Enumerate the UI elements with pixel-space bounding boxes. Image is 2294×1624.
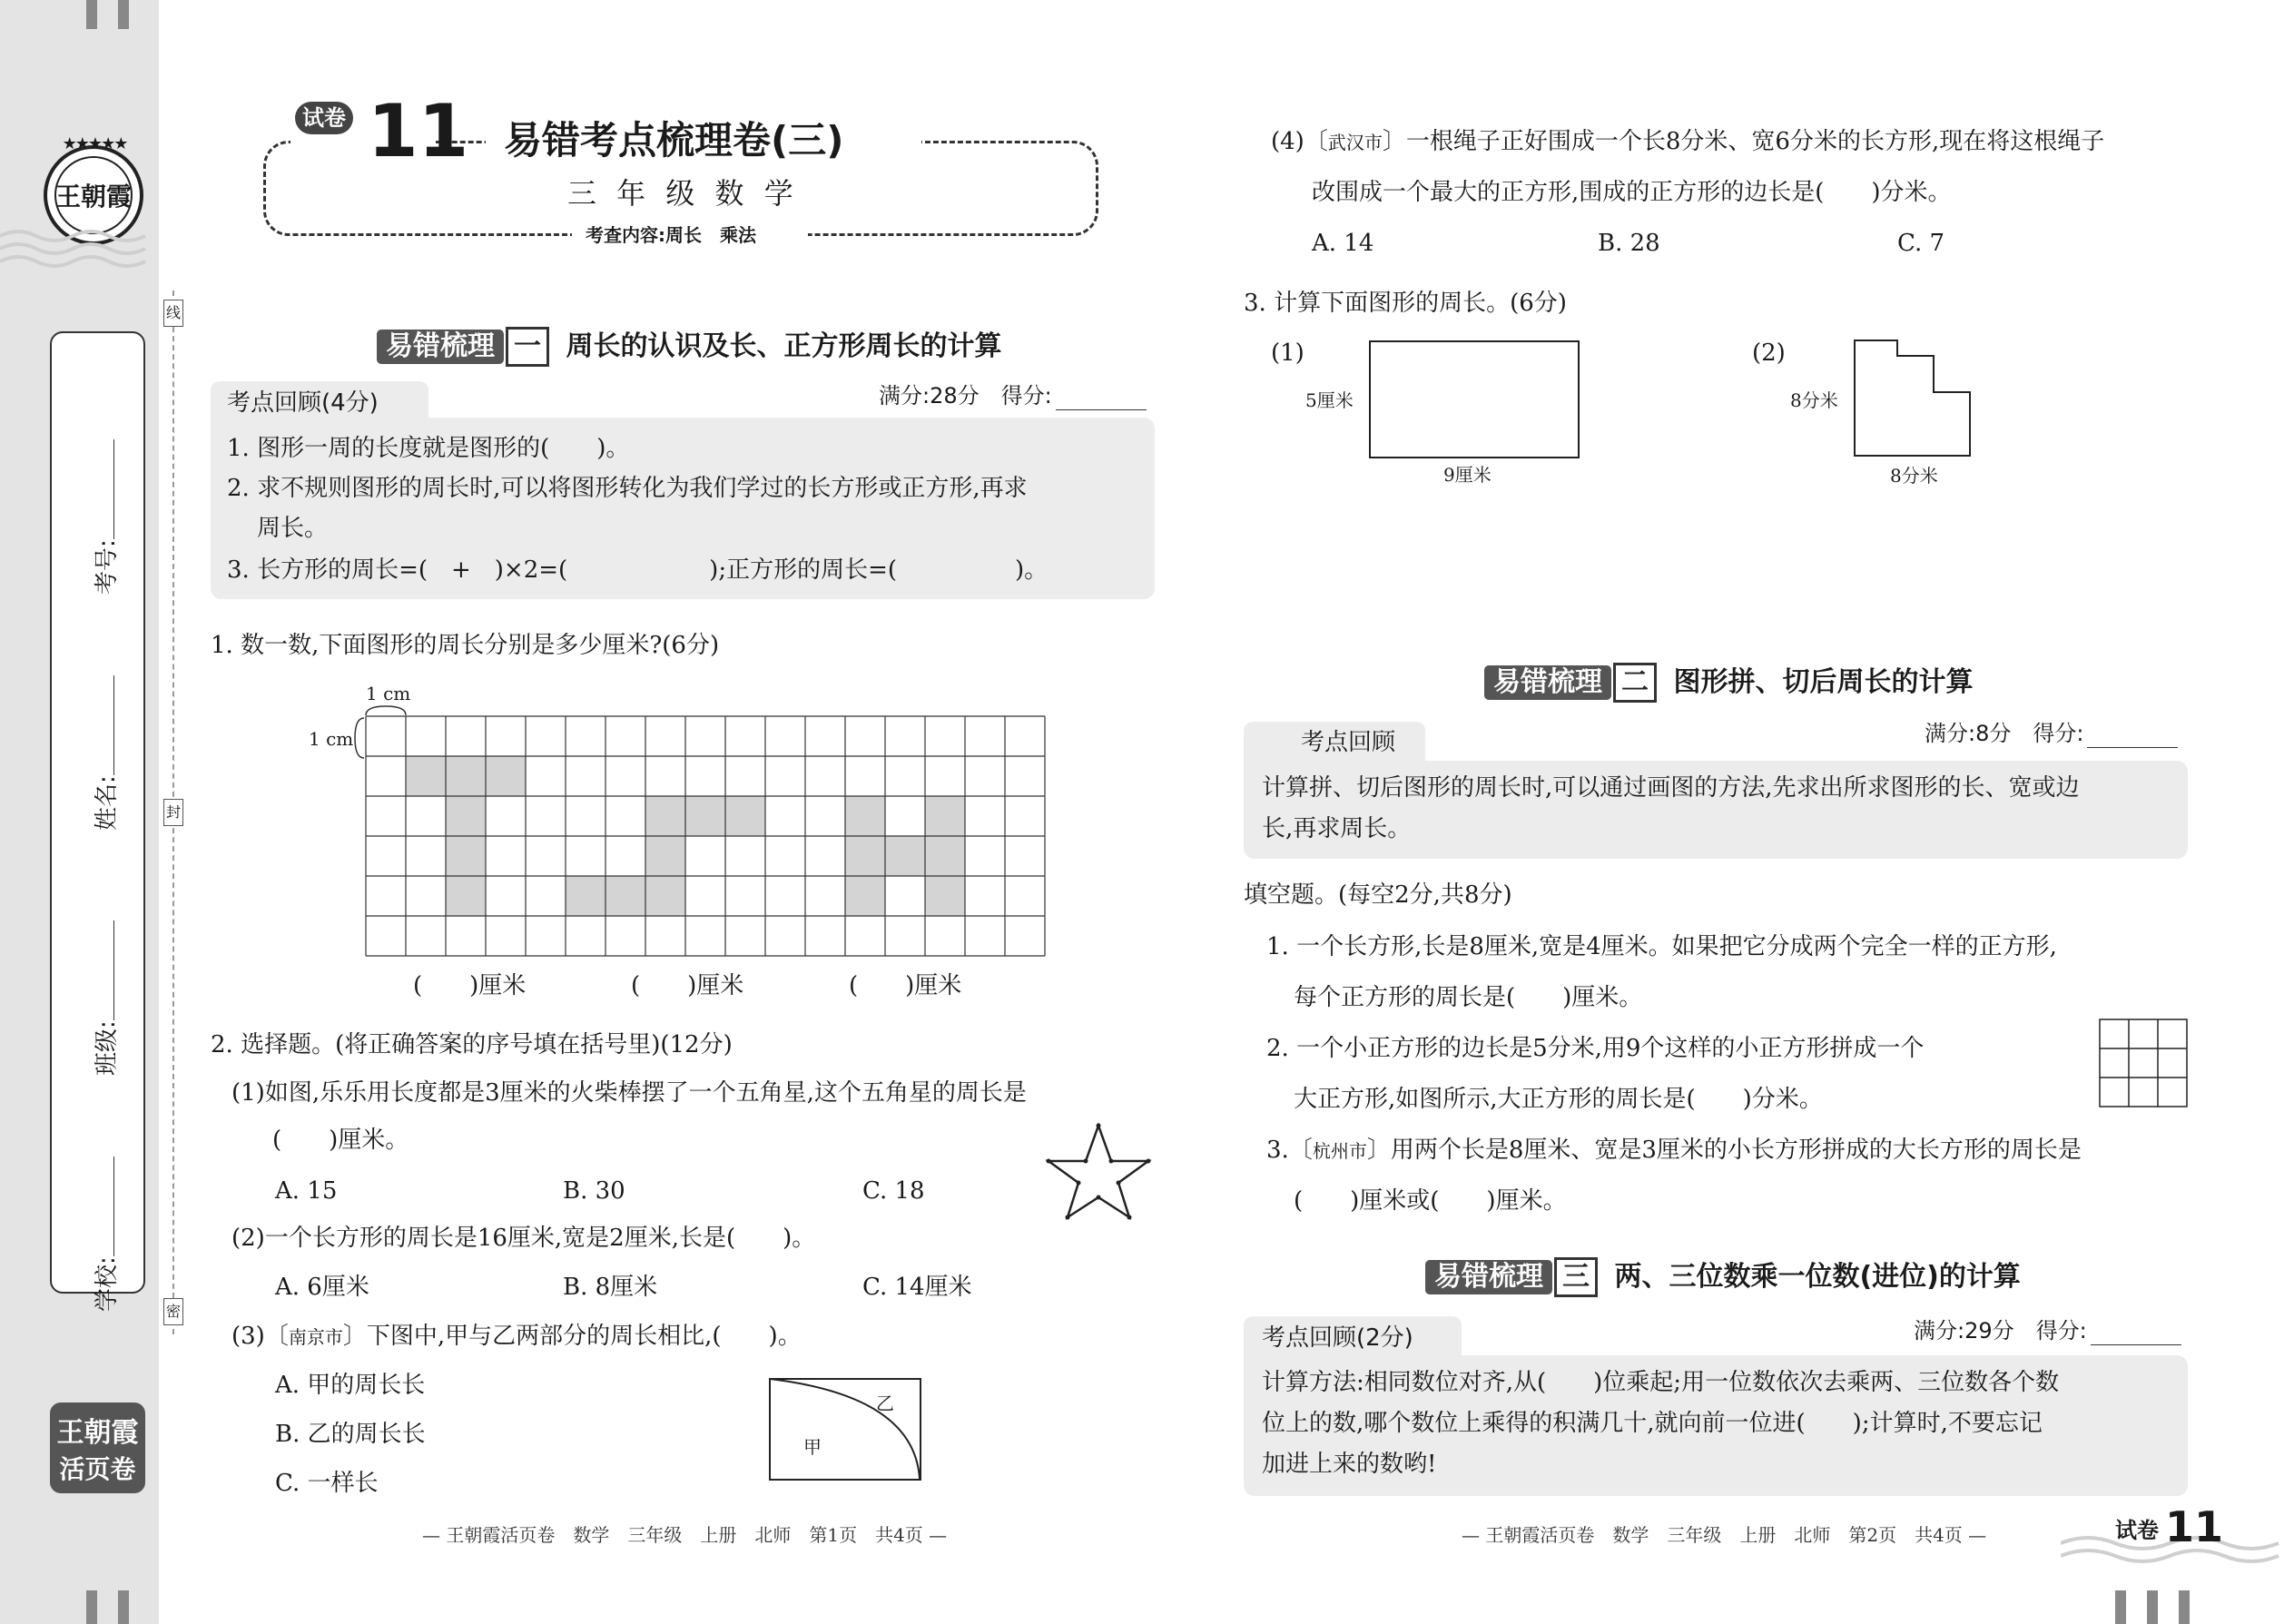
binding-mark-feng: 封: [163, 799, 183, 826]
counting-grid: [363, 714, 1055, 959]
review-item-1: 1. 图形一周的长度就是图形的( )。: [227, 435, 630, 462]
grid-shaded-cell: [446, 796, 486, 836]
review-item-2-cont: 周长。: [257, 515, 329, 542]
question-1: 1. 数一数,下面图形的周长分别是多少厘米?(6分): [211, 632, 720, 659]
grid-shaded-cell: [605, 876, 645, 916]
fig2-label: (2): [1752, 340, 1786, 367]
grid-shaded-cell: [446, 756, 486, 796]
section2-heading: 易错梳理 二 图形拼、切后周长的计算: [1484, 663, 1973, 703]
q2-1-option-b[interactable]: B. 30: [563, 1177, 625, 1205]
stepped-shape-figure: [1852, 338, 1974, 460]
grid-shaded-cell: [645, 876, 685, 916]
nine-square-figure: [2099, 1019, 2188, 1107]
q2-4-option-c[interactable]: C. 7: [1897, 230, 1945, 257]
grid-shaded-cell: [925, 836, 965, 876]
fill-q2-line2: 大正方形,如图所示,大正方形的周长是( )分米。: [1294, 1086, 1823, 1113]
field-exam-number[interactable]: 考号:: [88, 413, 115, 595]
grid-shaded-cell: [885, 836, 925, 876]
q2-2-option-a[interactable]: A. 6厘米: [275, 1274, 369, 1301]
q2-2: (2)一个长方形的周长是16厘米,宽是2厘米,长是( )。: [231, 1225, 816, 1252]
question-2: 2. 选择题。(将正确答案的序号填在括号里)(12分): [211, 1031, 733, 1058]
section3-score: 满分:29分 得分:: [1914, 1316, 2181, 1345]
fig1-label: (1): [1271, 340, 1305, 367]
grid-label-top: 1 cm: [366, 683, 411, 704]
corner-number: 11: [2165, 1502, 2224, 1551]
fig2-bottom-label: 8分米: [1890, 465, 1938, 487]
brand-bottom-badge: 王朝霞 活页卷: [50, 1403, 145, 1493]
fig2-side-label: 8分米: [1790, 389, 1838, 411]
header-badge: 试卷: [295, 102, 353, 134]
q1-answer-2[interactable]: ( )厘米: [631, 972, 744, 999]
grid-shaded-cell: [446, 876, 486, 916]
corner-badge: 试卷: [2115, 1518, 2159, 1543]
q2-1-option-a[interactable]: A. 15: [275, 1177, 338, 1205]
corner-bottom-bars: [2115, 1590, 2126, 1624]
footer-left: — 王朝霞活页卷 数学 三年级 上册 北师 第1页 共4页 —: [422, 1524, 948, 1546]
field-school[interactable]: 学校:: [88, 1130, 115, 1312]
q2-1-line1: (1)如图,乐乐用长度都是3厘米的火柴棒摆了一个五角星,这个五角星的周长是: [231, 1079, 1027, 1107]
section2-review-title: 考点回顾: [1301, 729, 1396, 756]
grid-shaded-cell: [446, 836, 486, 876]
rectangle-figure: [1369, 340, 1580, 458]
section1-review-title: 考点回顾(4分): [227, 389, 379, 417]
fill-q1-line2: 每个正方形的周长是( )厘米。: [1294, 984, 1643, 1011]
section3-review-line3: 加进上来的数哟!: [1262, 1451, 1437, 1478]
q2-3-option-c[interactable]: C. 一样长: [275, 1470, 379, 1497]
fill-in-heading: 填空题。(每空2分,共8分): [1244, 881, 1512, 909]
footer-right: — 王朝霞活页卷 数学 三年级 上册 北师 第2页 共4页 —: [1462, 1524, 1987, 1546]
grid-shaded-cell: [486, 756, 526, 796]
sidebar-top-bars: [86, 0, 97, 29]
grid-shaded-cell: [925, 876, 965, 916]
fill-q3-line1: 3.〔杭州市〕用两个长是8厘米、宽是3厘米的小长方形拼成的大长方形的周长是: [1266, 1137, 2082, 1164]
field-name[interactable]: 姓名:: [88, 649, 115, 831]
brand-seal-logo: 王朝霞: [44, 145, 143, 245]
field-class[interactable]: 班级:: [88, 894, 115, 1076]
q2-3: (3)〔南京市〕下图中,甲与乙两部分的周长相比,( )。: [231, 1323, 802, 1350]
fill-q1-line1: 1. 一个长方形,长是8厘米,宽是4厘米。如果把它分成两个完全一样的正方形,: [1266, 933, 2057, 960]
page-title: 易错考点梳理卷(三): [504, 118, 844, 162]
fill-q3-line2: ( )厘米或( )厘米。: [1294, 1187, 1567, 1215]
q1-answer-3[interactable]: ( )厘米: [849, 972, 962, 999]
q2-4-line1: (4)〔武汉市〕一根绳子正好围成一个长8分米、宽6分米的长方形,现在将这根绳子: [1271, 128, 2105, 155]
q2-4-line2: 改围成一个最大的正方形,围成的正方形的边长是( )分米。: [1312, 179, 1952, 206]
fig1-bottom-label: 9厘米: [1443, 464, 1492, 486]
header-number: 11: [368, 89, 469, 173]
grid-shaded-cell: [566, 876, 605, 916]
grid-shaded-cell: [645, 836, 685, 876]
grid-shaded-cell: [725, 796, 765, 836]
grid-shaded-cell: [845, 876, 885, 916]
section2-review-line1: 计算拼、切后图形的周长时,可以通过画图的方法,先求出所求图形的长、宽或边: [1262, 774, 2080, 802]
q2-1-line2: ( )厘米。: [272, 1127, 409, 1154]
section3-review-line2: 位上的数,哪个数位上乘得的积满几十,就向前一位进( );计算时,不要忘记: [1262, 1410, 2043, 1437]
review-item-2: 2. 求不规则图形的周长时,可以将图形转化为我们学过的长方形或正方形,再求: [227, 475, 1028, 502]
review-item-3: 3. 长方形的周长=( + )×2=( );正方形的周长=( )。: [227, 556, 1049, 584]
q2-2-option-b[interactable]: B. 8厘米: [563, 1274, 658, 1301]
q2-1-option-c[interactable]: C. 18: [862, 1177, 925, 1205]
grid-shaded-cell: [845, 796, 885, 836]
q1-answer-1[interactable]: ( )厘米: [413, 972, 527, 999]
section2-score: 满分:8分 得分:: [1925, 719, 2178, 748]
sidebar-wave-decoration: [0, 218, 159, 272]
grid-label-left: 1 cm: [309, 728, 354, 750]
fig-label-yi: 乙: [876, 1393, 894, 1414]
grid-shaded-cell: [685, 796, 725, 836]
quarter-circle-figure: [769, 1378, 923, 1482]
section3-review-line1: 计算方法:相同数位对齐,从( )位乘起;用一位数依次去乘两、三位数各个数: [1262, 1369, 2060, 1396]
star-figure: [1044, 1121, 1153, 1221]
section1-heading: 易错梳理 一 周长的认识及长、正方形周长的计算: [377, 327, 1001, 367]
fill-q2-line1: 2. 一个小正方形的边长是5分米,用9个这样的小正方形拼成一个: [1266, 1035, 1925, 1062]
grid-shaded-cell: [845, 836, 885, 876]
page-subtitle: 三 年 级 数 学: [567, 176, 799, 211]
q2-3-option-b[interactable]: B. 乙的周长长: [275, 1421, 426, 1448]
q2-4-option-b[interactable]: B. 28: [1598, 230, 1660, 257]
grid-shaded-cell: [925, 796, 965, 836]
q2-3-option-a[interactable]: A. 甲的周长长: [275, 1372, 426, 1399]
question-3: 3. 计算下面图形的周长。(6分): [1244, 290, 1567, 317]
fig1-side-label: 5厘米: [1305, 389, 1354, 411]
grid-shaded-cell: [406, 756, 446, 796]
exam-content: 考查内容:周长 乘法: [586, 224, 756, 246]
grid-shaded-cell: [645, 796, 685, 836]
binding-mark-xian: 线: [163, 300, 183, 327]
q2-2-option-c[interactable]: C. 14厘米: [862, 1274, 972, 1301]
sidebar-bottom-bars: [86, 1590, 97, 1624]
section3-heading: 易错梳理 三 两、三位数乘一位数(进位)的计算: [1425, 1257, 2021, 1297]
q2-4-option-a[interactable]: A. 14: [1312, 230, 1374, 257]
section2-review-line2: 长,再求周长。: [1262, 815, 1412, 842]
section1-score: 满分:28分 得分:: [879, 381, 1147, 410]
binding-mark-mi: 密: [163, 1298, 183, 1325]
seal-stars: ★★★★★: [62, 134, 127, 153]
fig-label-jia: 甲: [803, 1436, 822, 1458]
section3-review-title: 考点回顾(2分): [1262, 1324, 1413, 1352]
